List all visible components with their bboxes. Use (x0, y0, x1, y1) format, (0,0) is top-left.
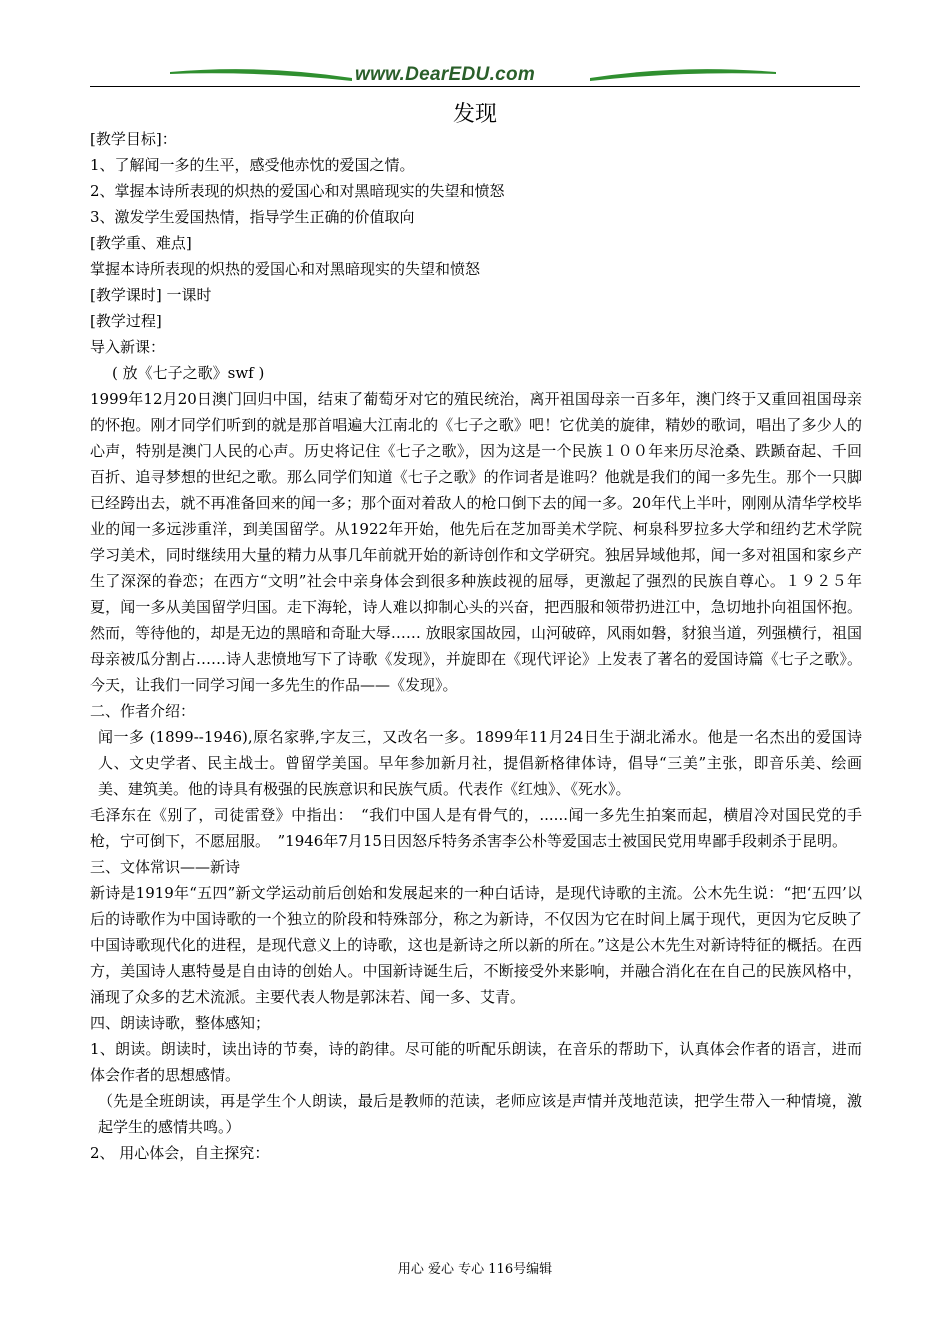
section-heading-goals: [教学目标]： (90, 130, 177, 148)
intro-note: ( 放《七子之歌》swf ) (112, 364, 265, 382)
lesson-hours: [教学课时] 一课时 (90, 286, 212, 304)
page-title: 发现 (452, 102, 497, 127)
intro-paragraph: 1999年12月20日澳门回归中国，结束了葡萄牙对它的殖民统治，离开祖国母亲一百多年，澳门终于又重回祖国母亲的怀抱。刚才同学们听到的就是那首唱遍大江南北的《七子之歌》吧！它优美的旋律，精妙的歌词，唱出了多少人的心声，特别是澳门人民的心声。历史将记住《七子之歌》，因为这是一个民族１００年来历尽沧桑、跌踬奋起、千回百折、追寻梦想的世纪之歌。那么同学们知道《七子之歌》的作词者是谁吗？他就是我们的闻一多先生。那个一只脚已经跨出去，就不再准备回来的闻一多；那个面对着敌人的枪口倒下去的闻一多。20年代上半叶，刚刚从清华学校毕业的闻一多远涉重洋，到美国留学。从1922年开始，他先后在芝加哥美术学院、柯泉科罗拉多大学和纽约艺术学院学习美术，同时继续用大量的精力从事几年前就开始的新诗创作和文学研究。独居异域他邦，闻一多对祖国和家乡产生了深深的眷恋；在西方“文明”社会中亲身体会到很多种族歧视的屈辱，更激起了强烈的民族自尊心。１９２５年夏，闻一多从美国留学归国。走下海轮，诗人难以抑制心头的兴奋，把西服和领带扔进江中，急切地扑向祖国怀抱。然而，等待他的，却是无边的黑暗和奇耻大辱…… 放眼家国故园，山河破碎，风雨如磐，豺狼当道，列强横行，祖国母亲被瓜分割占……诗人悲愤地写下了诗歌《发现》，并旋即在《现代评论》上发表了著名的爱国诗篇《七子之歌》。今天，让我们一同学习闻一多先生的作品——《发现》。 (90, 390, 862, 694)
section-heading-reading: 四、朗读诗歌，整体感知； (90, 1014, 271, 1032)
reading-step-1: 1、朗读。朗读时，读出诗的节奏，诗的韵律。尽可能的听配乐朗读，在音乐的帮助下，认真体会作者的语言，进而体会作者的思想感情。 (90, 1040, 862, 1084)
intro-heading: 导入新课： (90, 338, 166, 356)
header-rule (90, 86, 860, 87)
mao-quote: 毛泽东在《别了，司徒雷登》中指出： “我们中国人是有骨气的，......闻一多先生拍案而起，横眉冷对国民党的手枪，宁可倒下，不愿屈服。 ”1946年7月15日因怒斥特务杀害李公朴等爱国志士被国民党用卑鄙手段刺杀于昆明。 (90, 806, 862, 850)
goal-item: 1、了解闻一多的生平，感受他赤忱的爱国之情。 (90, 156, 415, 174)
section-heading-genre: 三、文体常识——新诗 (90, 858, 241, 876)
reading-step-2: 2、 用心体会，自主探究： (90, 1144, 270, 1162)
goal-item: 3、激发学生爱国热情，指导学生正确的价值取向 (90, 208, 415, 226)
section-heading-author: 二、作者介绍： (90, 702, 196, 720)
goal-item: 2、掌握本诗所表现的炽热的爱国心和对黑暗现实的失望和愤怒 (90, 182, 505, 200)
page-footer: 用心 爱心 专心 116号编辑 (397, 1262, 553, 1277)
section-heading-process: [教学过程] (90, 312, 162, 330)
reading-note: （先是全班朗读，再是学生个人朗读，最后是教师的范读，老师应该是声情并茂地范读，把学生带入一种情境，激起学生的感情共鸣。） (98, 1092, 862, 1136)
author-bio: 闻一多 (1899--1946),原名家骅,字友三，又改名一多。1899年11月24日生于湖北浠水。他是一名杰出的爱国诗人、文史学者、民主战士。曾留学美国。早年参加新月社，提倡新格律体诗，倡导“三美”主张，即音乐美、绘画美、建筑美。他的诗具有极强的民族意识和民族气质。代表作《红烛》、《死水》。 (98, 728, 862, 798)
genre-paragraph: 新诗是1919年“五四”新文学运动前后创始和发展起来的一种白话诗，是现代诗歌的主流。公木先生说：“把‘五四’以后的诗歌作为中国诗歌的一个独立的阶段和特殊部分，称之为新诗，不仅因为它在时间上属于现代，更因为它反映了中国诗歌现代化的进程，是现代意义上的诗歌，这也是新诗之所以新的所在。”这是公木先生对新诗特征的概括。在西方，美国诗人惠特曼是自由诗的创始人。中国新诗诞生后，不断接受外来影响，并融合消化在在自己的民族风格中，涌现了众多的艺术流派。主要代表人物是郭沫若、闻一多、艾青。 (90, 884, 862, 1006)
key-points-text: 掌握本诗所表现的炽热的爱国心和对黑暗现实的失望和愤怒 (90, 260, 481, 278)
lesson-content (90, 126, 862, 1166)
site-brand: www.DearEDU.com (355, 64, 536, 85)
section-heading-key-points: [教学重、难点] (90, 234, 192, 252)
